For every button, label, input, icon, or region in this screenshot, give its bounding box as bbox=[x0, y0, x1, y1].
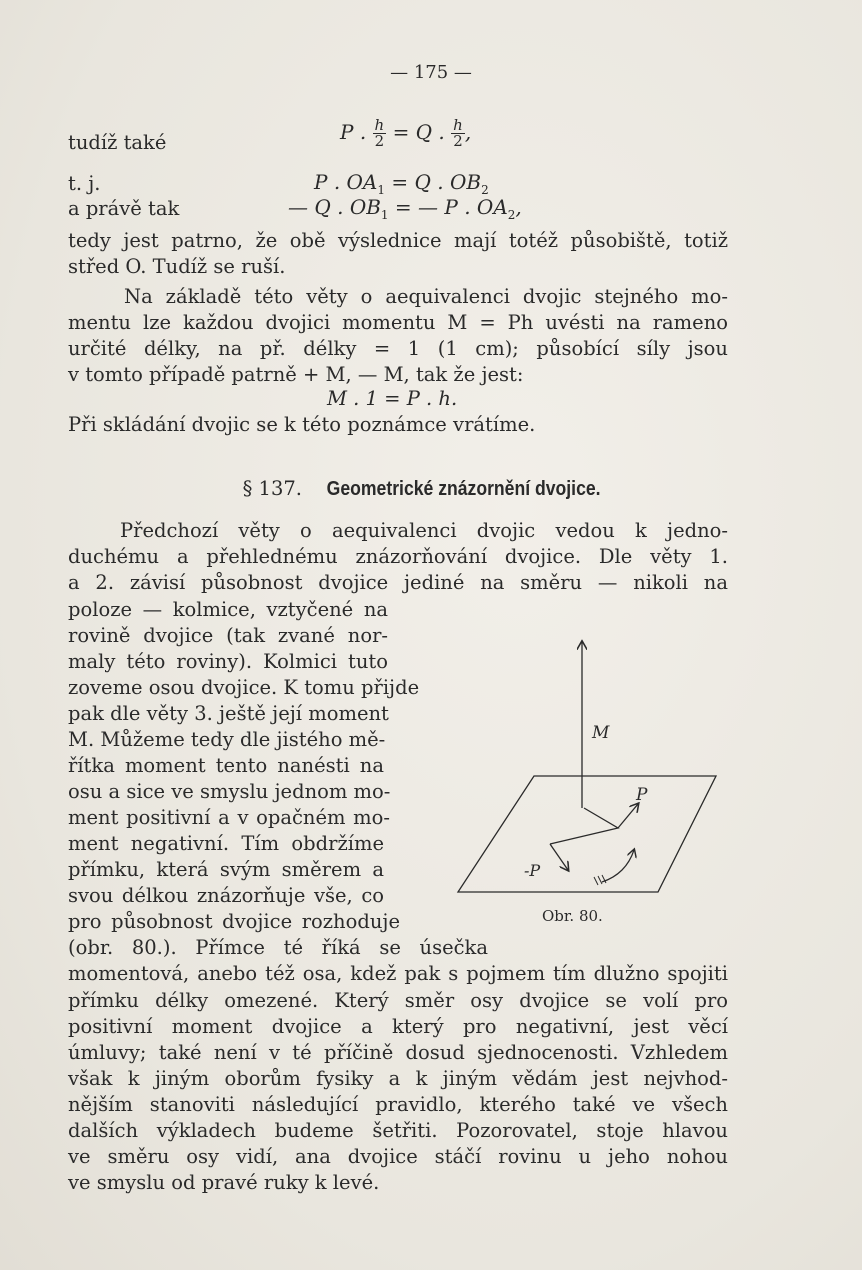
section-title: Geometrické znázornění dvojice. bbox=[326, 478, 601, 500]
text-line: střed O. Tudíž se ruší. bbox=[68, 255, 286, 278]
text-line: rovině dvojice (tak zvané nor- bbox=[68, 624, 388, 647]
eq3-a: — Q . OB bbox=[288, 195, 381, 219]
text-line: přímku, která svým směrem a bbox=[68, 858, 384, 881]
text-line: ve smyslu od pravé ruky k levé. bbox=[68, 1171, 380, 1194]
force-neg-p-arrow bbox=[550, 844, 568, 870]
eq1-lhs: P . bbox=[340, 120, 367, 144]
text-line: v tomto případě patrně + M, — M, tak že jest: bbox=[68, 363, 524, 386]
figure-couple-axis bbox=[452, 636, 722, 936]
eq3-end: , bbox=[515, 195, 522, 219]
rotation-arrow bbox=[602, 850, 634, 882]
equation-2 bbox=[314, 170, 489, 197]
fraction-2 bbox=[451, 118, 465, 149]
section-number: § 137. bbox=[242, 477, 302, 500]
rotation-hatch bbox=[594, 875, 606, 885]
eq2-a: P . OA bbox=[314, 170, 378, 194]
equation-2-label: t. j. bbox=[68, 172, 101, 195]
eq1-mid: = Q . bbox=[392, 120, 445, 144]
lever-arm bbox=[550, 808, 618, 844]
eq1-end: , bbox=[464, 120, 472, 144]
eq2-sub2: 2 bbox=[481, 183, 489, 197]
equation-4: M . 1 = P . h. bbox=[327, 387, 458, 410]
force-p-arrow bbox=[618, 804, 638, 828]
text-line: pak dle věty 3. ještě její moment bbox=[68, 702, 389, 725]
text-line: positivní moment dvojice a který pro negativní, jest věcí bbox=[68, 1015, 728, 1038]
text-line: pro působnost dvojice rozhoduje bbox=[68, 910, 400, 933]
text-line: Předchozí věty o aequivalenci dvojic vedou k jedno- bbox=[120, 519, 728, 542]
text-line: maly této roviny). Kolmici tuto bbox=[68, 650, 388, 673]
fraction-2-den: 2 bbox=[453, 132, 463, 150]
label-M: M bbox=[592, 723, 610, 743]
page-number: — 175 — bbox=[390, 62, 472, 83]
text-line: úmluvy; také není v té příčině dosud sjednocenosti. Vzhledem bbox=[68, 1041, 728, 1064]
text-line: však k jiným oborům fysiky a k jiným vědám jest nejvhod- bbox=[68, 1067, 728, 1090]
equation-1 bbox=[340, 118, 471, 149]
text-line: určité délky, na př. délky = 1 (1 cm); působící síly jsou bbox=[68, 337, 728, 360]
text-line: Při skládání dvojic se k této poznámce vrátíme. bbox=[68, 413, 536, 436]
text-line: poloze — kolmice, vztyčené na bbox=[68, 598, 388, 621]
text-line: ment positivní a v opačném mo- bbox=[68, 806, 390, 829]
text-line: nějším stanoviti následující pravidlo, kterého také ve všech bbox=[68, 1093, 728, 1116]
eq3-sub1: 1 bbox=[380, 208, 389, 222]
text-line: řítka moment tento nanésti na bbox=[68, 754, 384, 777]
text-line: svou délkou znázorňuje vše, co bbox=[68, 884, 384, 907]
fraction-1-den: 2 bbox=[374, 132, 385, 150]
text-line: momentová, anebo též osa, kdež pak s pojmem tím dlužno spojiti bbox=[68, 962, 728, 985]
text-line: M. Můžeme tedy dle jistého mě- bbox=[68, 728, 386, 751]
fraction-2-num: h bbox=[453, 116, 463, 134]
text-line: osu a sice ve smyslu jednom mo- bbox=[68, 780, 391, 803]
fraction-1 bbox=[373, 118, 387, 149]
label-negative-P: -P bbox=[524, 861, 541, 880]
eq3-sub2: 2 bbox=[507, 208, 516, 222]
text-line: přímku délky omezené. Který směr osy dvojice se volí pro bbox=[68, 989, 728, 1012]
fraction-1-num: h bbox=[374, 116, 385, 134]
text-line: zoveme osou dvojice. K tomu přijde bbox=[68, 676, 420, 699]
figure-caption: Obr. 80. bbox=[542, 907, 603, 925]
text-line: a 2. závisí působnost dvojice jediné na směru — nikoli na bbox=[68, 571, 728, 594]
equation-1-label: tudíž také bbox=[68, 131, 167, 154]
plane-outline bbox=[458, 776, 716, 892]
text-line: mentu lze každou dvojici momentu M = Ph uvésti na rameno bbox=[68, 311, 728, 334]
text-line: Na základě této věty o aequivalenci dvojic stejného mo- bbox=[124, 285, 728, 308]
text-line: duchému a přehlednému znázorňování dvojice. Dle věty 1. bbox=[68, 545, 728, 568]
text-line: ve směru osy vidí, ana dvojice stáčí rovinu u jeho nohou bbox=[68, 1145, 728, 1168]
equation-3-label: a právě tak bbox=[68, 197, 180, 220]
eq2-sub1: 1 bbox=[377, 183, 386, 197]
section-heading bbox=[0, 476, 862, 502]
text-line: tedy jest patrno, že obě výslednice mají totéž působiště, totiž bbox=[68, 229, 728, 252]
text-line: dalších výkladech budeme šetřiti. Pozorovatel, stoje hlavou bbox=[68, 1119, 728, 1142]
text-line: ment negativní. Tím obdržíme bbox=[68, 832, 384, 855]
eq2-b: = Q . OB bbox=[391, 170, 482, 194]
label-P: P bbox=[636, 785, 648, 805]
equation-3 bbox=[288, 195, 522, 222]
eq3-b: = — P . OA bbox=[394, 195, 508, 219]
text-line: (obr. 80.). Přímce té říká se úsečka bbox=[68, 936, 488, 959]
